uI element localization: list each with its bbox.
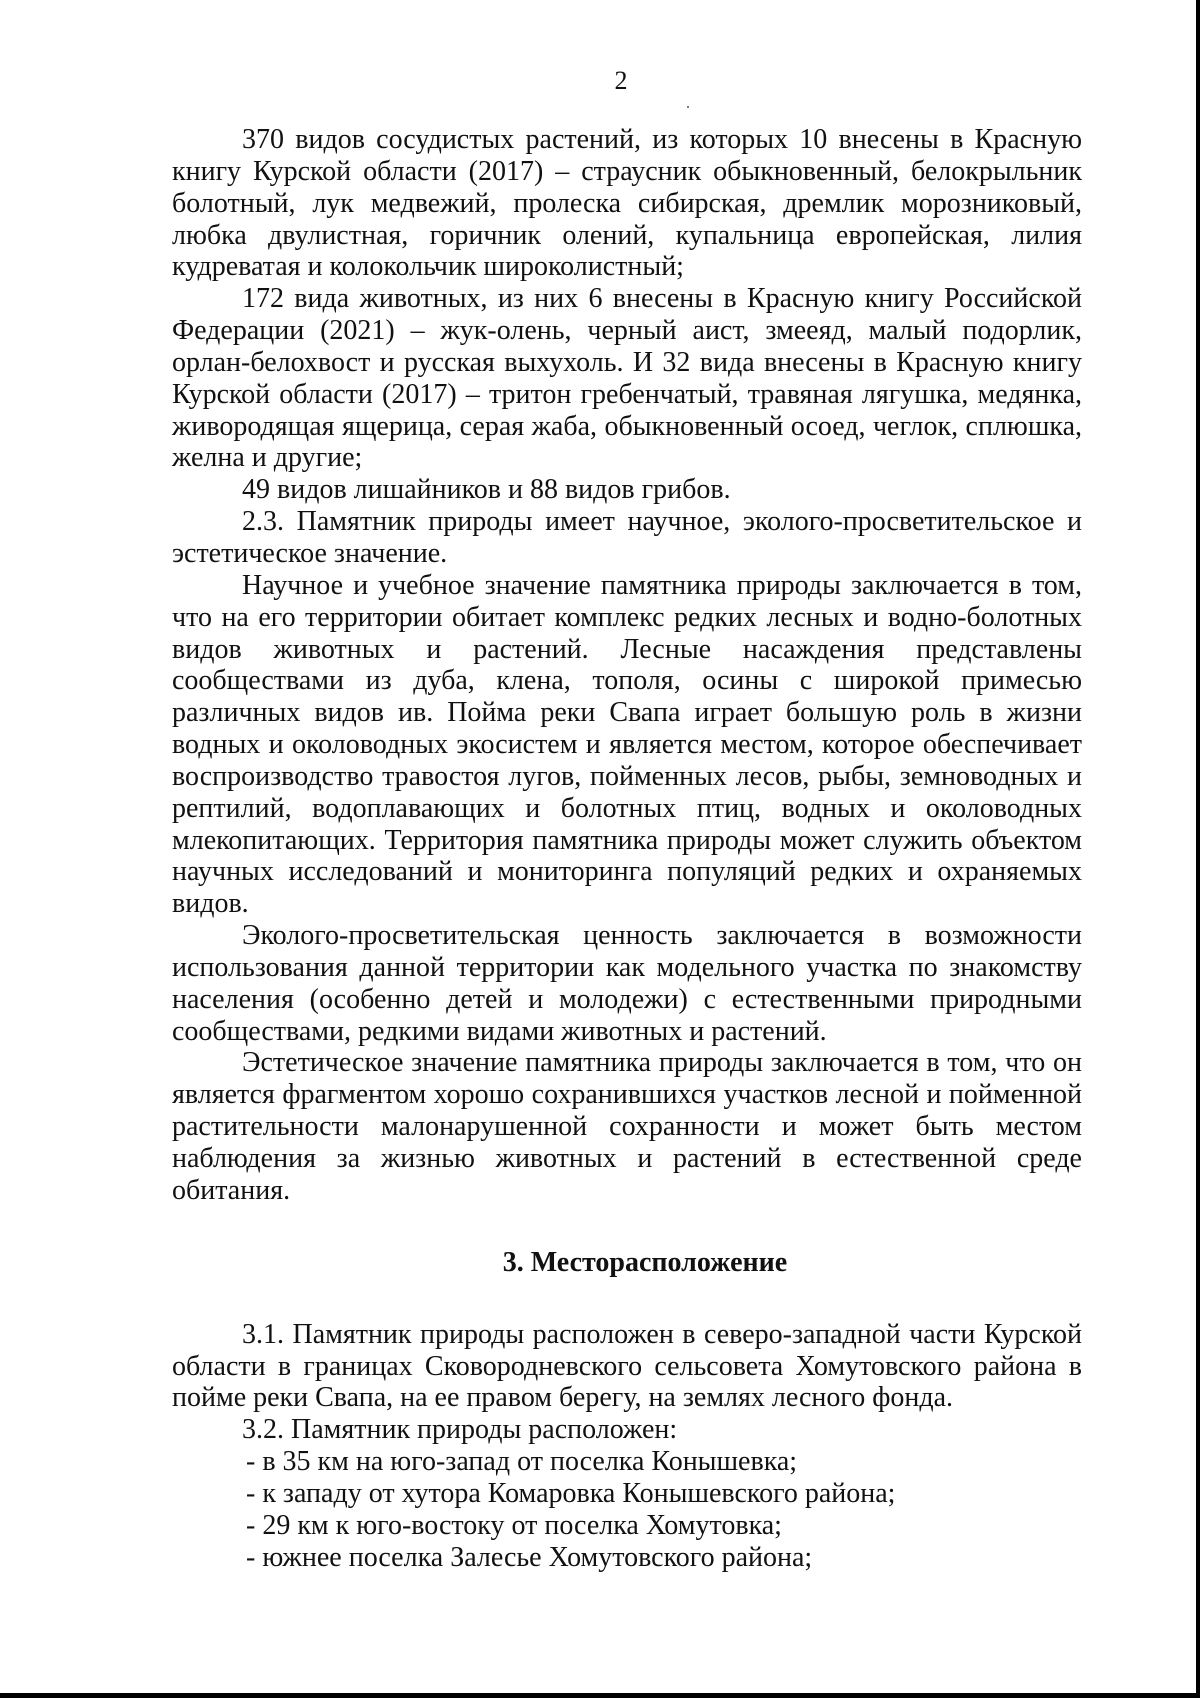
paragraph-animals: 172 вида животных, из них 6 внесены в Красную книгу Российской Федерации (2021) – жук-олень, черный аист, змееяд, малый подорлик, орлан-белохвост и русская выхухоль. И 32 вида внесены в Красную книгу Курской области (2017) – тритон гребенчатый, травяная лягушка, медянка, живородящая ящерица, серая жаба, обыкновенный осоед, чеглок, сплюшка, желна и другие; xyxy=(172,283,1082,474)
paragraph-scientific-value: Научное и учебное значение памятника природы заключается в том, что на его территории обитает комплекс редких лесных и водно-болотных видов животных и растений. Лесные насаждения представлены сообществами из дуба, клена, тополя, осины с широкой примесью различных видов ив. Пойма реки Свапа играет большую роль в жизни водных и околоводных экосистем и является местом, которое обеспечивает воспроизводство травостоя лугов, пойменных лесов, рыбы, земноводных и рептилий, водоплавающих и болотных птиц, водных и околоводных млекопитающих. Территория памятника природы может служить объектом научных исследований и мониторинга популяций редких и охраняемых видов. xyxy=(172,569,1082,920)
page-border-right xyxy=(1196,0,1200,1698)
list-item: - южнее поселка Залесье Хомутовского района; xyxy=(246,1541,813,1573)
scan-speck xyxy=(687,106,689,108)
paragraph-3-1: 3.1. Памятник природы расположен в северо-западной части Курской области в границах Сковородневского сельсовета Хомутовского района в пойме реки Свапа, на ее правом берегу, на землях лесного фонда. xyxy=(172,1318,1082,1414)
paragraph-vascular-plants: 370 видов сосудистых растений, из которых 10 внесены в Красную книгу Курской области (2017) – страусник обыкновенный, белокрыльник болотный, лук медвежий, пролеска сибирская, дремлик морозниковый, любка двулистная, горичник олений, купальница европейская, лилия кудреватая и колокольчик широколистный; xyxy=(172,124,1082,283)
page-border-bottom xyxy=(0,1693,1200,1698)
paragraph-2-3: 2.3. Памятник природы имеет научное, эколого-просветительское и эстетическое значение. xyxy=(172,506,1082,569)
list-item: - 29 км к юго-востоку от поселка Хомутовка; xyxy=(246,1509,782,1541)
page-number: 2 xyxy=(614,66,628,95)
paragraph-lichens-fungi: 49 видов лишайников и 88 видов грибов. xyxy=(242,474,731,506)
paragraph-aesthetic-value: Эстетическое значение памятника природы заключается в том, что он является фрагментом хорошо сохранившихся участков лесной и пойменной растительности малонарушенной сохранности и может быть местом наблюдения за жизнью животных и растений в естественной среде обитания. xyxy=(172,1047,1082,1206)
paragraph-3-2: 3.2. Памятник природы расположен: xyxy=(242,1414,678,1446)
list-item: - к западу от хутора Комаровка Конышевского района; xyxy=(246,1477,896,1509)
section-heading-location: 3. Месторасположение xyxy=(502,1246,788,1278)
list-item: - в 35 км на юго-запад от поселка Конышевка; xyxy=(246,1446,798,1478)
document-body xyxy=(172,124,1082,1573)
paragraph-educational-value: Эколого-просветительская ценность заключается в возможности использования данной территории как модельного участка по знакомству населения (особенно детей и молодежи) с естественными природными сообществами, редкими видами животных и растений. xyxy=(172,920,1082,1047)
